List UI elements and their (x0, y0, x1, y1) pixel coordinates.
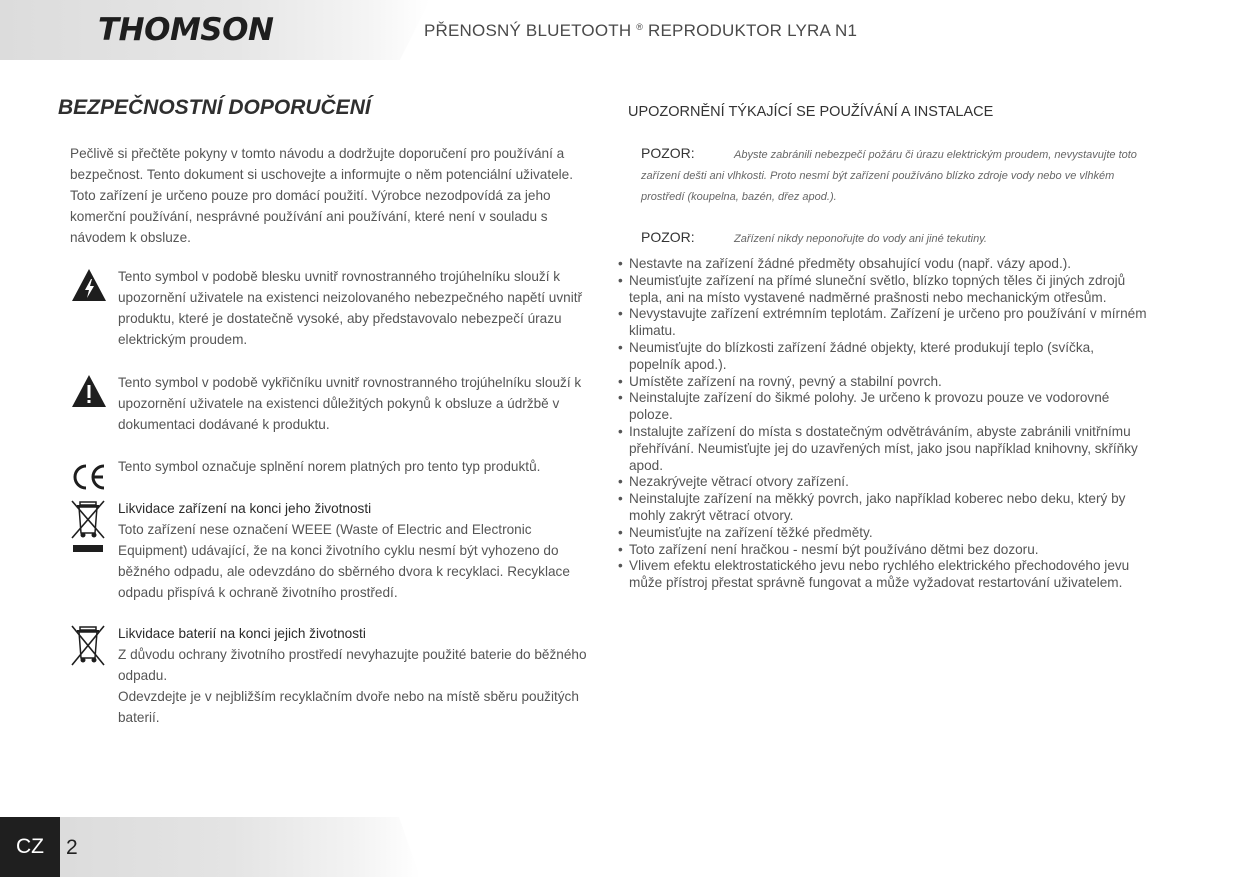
footer-band (0, 817, 420, 877)
crossed-bin-icon (70, 498, 108, 563)
list-item: • Vlivem efektu elektrostatického jevu nebo rychlého elektrického přechodového jevu může přístroj přestat správně fungovat a může vyžadovat restartování uživatelem. (618, 558, 1148, 592)
battery-description-1: Z důvodu ochrany životního prostředí nevyhazujte použité baterie do běžného odpadu. (118, 647, 587, 683)
list-item: • Neumisťujte zařízení na přímé sluneční světlo, blízko topných těles či jiných zdrojů tepla, ani na místo vystavené nadměrné prašnosti nebo mechanickým otřesům. (618, 273, 1148, 307)
list-item: • Neumisťujte do blízkosti zařízení žádné objekty, které produkují teplo (svíčka, popelník apod.). (618, 340, 1148, 374)
exclamation-warning-icon (70, 372, 108, 415)
exclamation-symbol-text: Tento symbol v podobě vykřičníku uvnitř rovnostranného trojúhelníku slouží k upozornění uživatele na existenci důležitých pokynů k obsluze a údržbě v dokumentaci dodávané k produktu. (118, 375, 582, 432)
list-item: • Nestavte na zařízení žádné předměty obsahující vodu (např. vázy apod.). (618, 256, 1148, 273)
list-item: • Neinstalujte zařízení na měkký povrch, jako například koberec nebo deku, který by mohly zakrýt větrací otvory. (618, 491, 1148, 525)
crossed-bin-battery-icon (70, 623, 108, 672)
battery-title: Likvidace baterií na konci jejich životnosti (118, 626, 366, 641)
battery-description-2: Odevzdejte je v nejbližším recyklačním dvoře nebo na místě sběru použitých baterií. (118, 689, 579, 725)
page-number: 2 (66, 836, 78, 859)
list-item: • Toto zařízení není hračkou - nesmí být používáno dětmi bez dozoru. (618, 542, 1148, 559)
intro-paragraph: Pečlivě si přečtěte pokyny v tomto návodu a dodržujte doporučení pro používání a bezpečnost. Tento dokument si uschovejte a informujte o něm potenciální uživatele. Toto zařízení je určeno pouze pro domácí použití. Výrobce nezodpovídá za jeho komerční používání, nesprávné používání ani používání, které není v souladu s návodem k obsluze. (70, 146, 574, 245)
weee-symbol-text (118, 498, 596, 603)
pozor-warning-1 (641, 143, 1141, 208)
list-item: • Instalujte zařízení do místa s dostatečným odvětráváním, abyste zabránili vnitřnímu přehřívání. Neumisťujte jej do uzavřených míst, jako jsou například knihovny, skříňky apod. (618, 424, 1148, 474)
ce-mark-icon (70, 462, 108, 497)
list-item: • Neumisťujte na zařízení těžké předměty. (618, 525, 1148, 542)
document-title (424, 21, 857, 41)
pozor-label: POZOR: (641, 145, 695, 161)
weee-title: Likvidace zařízení na konci jeho životnosti (118, 501, 372, 516)
list-item: • Neinstalujte zařízení do šikmé polohy. Je určeno k provozu pouze ve vodorovné poloze. (618, 390, 1148, 424)
title-main: PŘENOSNÝ BLUETOOTH (424, 21, 632, 40)
list-item: • Nezakrývejte větrací otvory zařízení. (618, 474, 1148, 491)
pozor-warning-2 (641, 227, 1141, 250)
list-item: • Umístěte zařízení na rovný, pevný a stabilní povrch. (618, 374, 1148, 391)
lightning-symbol-text: Tento symbol v podobě blesku uvnitř rovnostranného trojúhelníku slouží k upozornění uživatele na existenci neizolovaného nebezpečného napětí uvnitř produktu, které je dostatečně vysoké, aby představovalo nebezpečí úrazu elektrickým proudem. (118, 269, 583, 347)
thomson-logo: THOMSON (98, 12, 274, 48)
ce-symbol-text: Tento symbol označuje splnění norem platných pro tento typ produktů. (118, 459, 541, 474)
list-item: • Nevystavujte zařízení extrémním teplotám. Zařízení je určeno pro používání v mírném klimatu. (618, 306, 1148, 340)
title-rest: REPRODUKTOR LYRA N1 (643, 21, 858, 40)
pozor-text: Abyste zabránili nebezpečí požáru či úrazu elektrickým proudem, nevystavujte toto zařízení dešti ani vlhkosti. Proto nesmí být zařízení používáno blízko zdroje vody nebo ve vlhkém prostředí (koupelna, bazén, dřez apod.). (641, 149, 1137, 203)
pozor-label: POZOR: (641, 229, 695, 245)
weee-description: Toto zařízení nese označení WEEE (Waste of Electric and Electronic Equipment) udávající, že na konci životního cyklu nesmí být vyhozeno do běžného odpadu, ale odevzdáno do sběrného dvora k recyklaci. Recyklace odpadu přispívá k ochraně životního prostředí. (118, 522, 570, 600)
section-title: BEZPEČNOSTNÍ DOPORUČENÍ (58, 96, 371, 119)
registered-mark: ® (636, 22, 644, 32)
lightning-warning-icon (70, 266, 108, 309)
usage-warnings-heading: UPOZORNĚNÍ TÝKAJÍCÍ SE POUŽÍVÁNÍ A INSTALACE (628, 104, 994, 120)
battery-symbol-text (118, 623, 596, 728)
pozor-text: Zařízení nikdy neponořujte do vody ani jiné tekutiny. (734, 233, 987, 245)
language-badge: CZ (0, 817, 60, 877)
warning-bullet-list (618, 256, 1148, 592)
